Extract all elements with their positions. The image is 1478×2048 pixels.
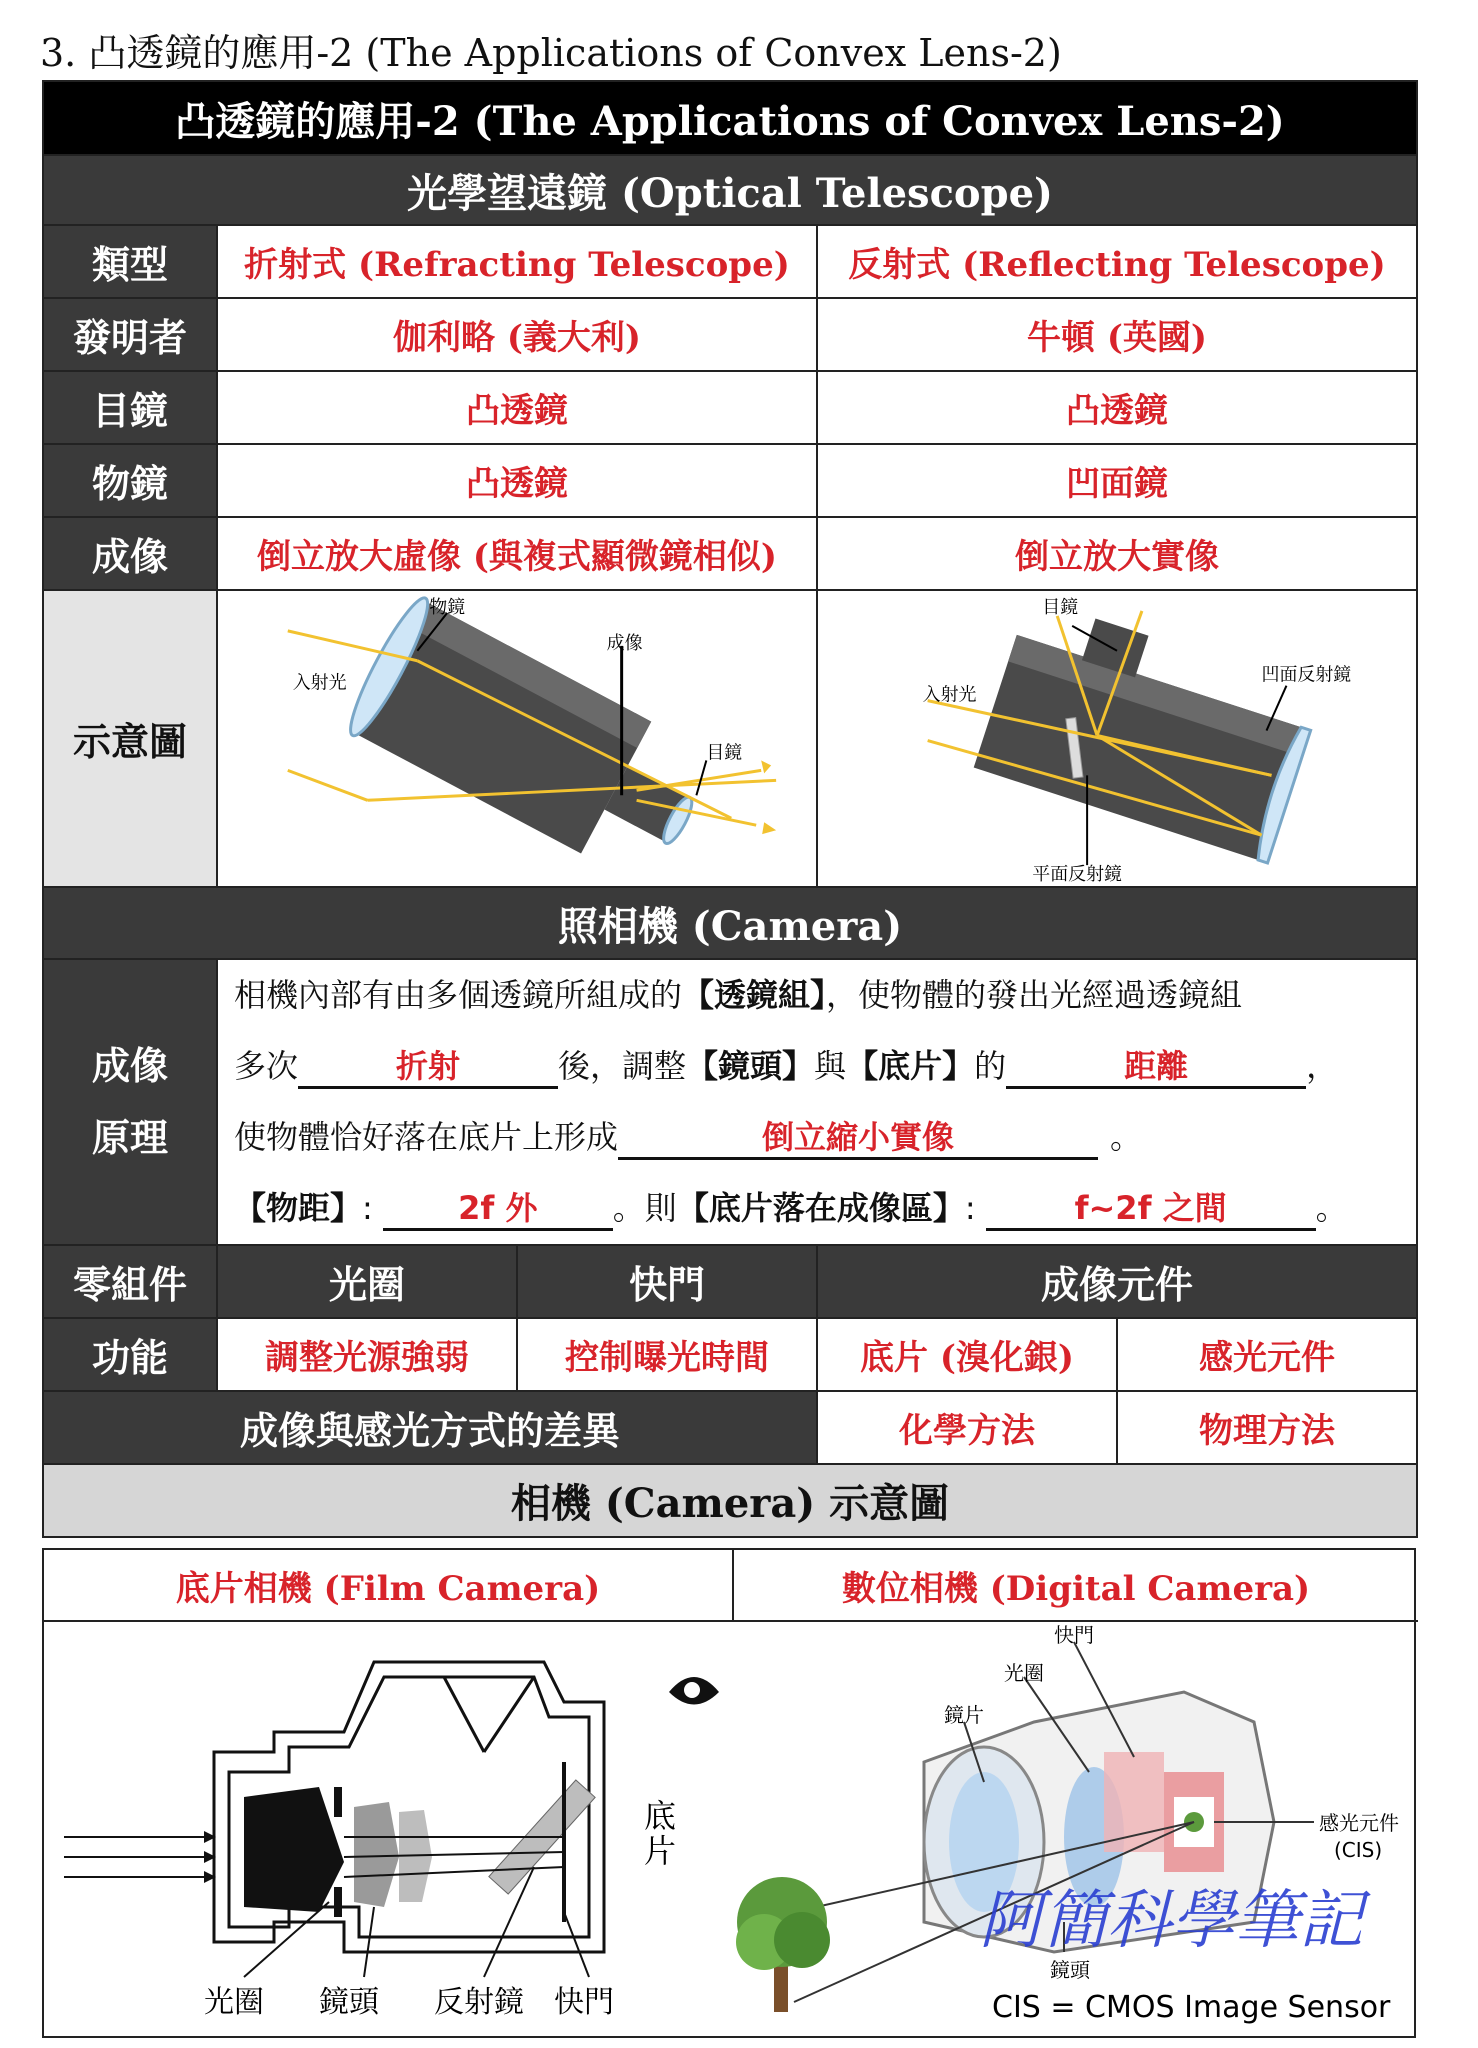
film-label-shutter: 快門: [554, 1985, 614, 2020]
digital-label-lens-piece: 鏡片: [944, 1703, 984, 1727]
film-label-lens: 鏡頭: [319, 1985, 379, 2020]
digital-label-shutter: 快門: [1054, 1623, 1094, 1647]
digital-label-cis: (CIS): [1334, 1838, 1383, 1862]
principle-line-2: 多次 折射 後，調整【鏡頭】與【底片】的 距離 ，: [234, 1031, 1400, 1102]
label-flat: 平面反射鏡: [1032, 864, 1122, 886]
camera-diagrams: [42, 1548, 1416, 2038]
label-eyepiece-r: 目鏡: [1042, 596, 1079, 618]
label-image: 成像: [606, 632, 643, 654]
digital-camera-title: 數位相機 (Digital Camera): [734, 1550, 1418, 1622]
telescope-header: 光學望遠鏡 (Optical Telescope): [43, 155, 1417, 225]
imaging-principle-text: [217, 959, 1417, 1245]
principle-line-3: 使物體恰好落在底片上形成 倒立縮小實像 。: [234, 1102, 1400, 1173]
refracting-type: 折射式 (Refracting Telescope): [217, 225, 817, 298]
camera-header: 照相機 (Camera): [43, 887, 1417, 959]
blank-distance: 距離: [1006, 1046, 1306, 1089]
function-aperture: 調整光源強弱: [217, 1318, 517, 1391]
row-label-type: 類型: [43, 225, 217, 298]
row-label-inventor: 發明者: [43, 298, 217, 371]
refracting-image: 倒立放大虛像 (與複式顯微鏡相似): [217, 517, 817, 590]
document-title: 3. 凸透鏡的應用-2 (The Applications of Convex Lens-2): [40, 31, 1062, 75]
digital-camera-diagram: [734, 1622, 1418, 2036]
reflecting-eyepiece: 凸透鏡: [817, 371, 1417, 444]
film-label-film-1: 底: [644, 1797, 677, 1835]
difference-film: 化學方法: [817, 1391, 1117, 1464]
principle-label-2: 原理: [91, 1116, 168, 1161]
film-camera-diagram: [44, 1622, 734, 2036]
film-camera-title: 底片相機 (Film Camera): [44, 1550, 734, 1622]
part-shutter: 快門: [517, 1245, 817, 1318]
difference-digital: 物理方法: [1117, 1391, 1417, 1464]
reflecting-inventor: 牛頓 (英國): [817, 298, 1417, 371]
refracting-telescope-svg: [218, 591, 816, 886]
row-label-diagram: 示意圖: [43, 590, 217, 887]
digital-label-sensor: 感光元件: [1319, 1811, 1399, 1835]
blank-image-type: 倒立縮小實像: [618, 1117, 1098, 1160]
function-shutter: 控制曝光時間: [517, 1318, 817, 1391]
table-title: 凸透鏡的應用-2 (The Applications of Convex Lens-2): [43, 81, 1417, 155]
reflecting-objective: 凹面鏡: [817, 444, 1417, 517]
blank-refraction: 折射: [298, 1046, 558, 1089]
watermark-signature: 阿簡科學筆記: [979, 1884, 1363, 1958]
blank-film-zone: f~2f 之間: [986, 1188, 1316, 1231]
refracting-eyepiece: 凸透鏡: [217, 371, 817, 444]
label-objective: 物鏡: [429, 596, 466, 618]
principle-line-4: 【物距】: 2f 外 。則【底片落在成像區】: f~2f 之間 。: [234, 1173, 1400, 1244]
refracting-objective: 凸透鏡: [217, 444, 817, 517]
reflecting-type: 反射式 (Reflecting Telescope): [817, 225, 1417, 298]
difference-label: 成像與感光方式的差異: [43, 1391, 817, 1464]
lens-applications-table: [42, 80, 1418, 1538]
principle-label-1: 成像: [91, 1044, 168, 1089]
reflecting-telescope-diagram: [817, 590, 1417, 887]
label-eyepiece: 目鏡: [706, 742, 743, 764]
label-concave: 凹面反射鏡: [1261, 664, 1352, 686]
cis-footnote: CIS = CMOS Image Sensor: [992, 1990, 1391, 2025]
label-incident: 入射光: [292, 672, 347, 694]
function-sensor: 感光元件: [1117, 1318, 1417, 1391]
camera-diagram-header: 相機 (Camera) 示意圖: [43, 1464, 1417, 1537]
row-label-principle: [43, 959, 217, 1245]
row-label-image: 成像: [43, 517, 217, 590]
lens-group-term: 【透鏡組】: [682, 976, 827, 1015]
row-label-objective: 物鏡: [43, 444, 217, 517]
film-label-mirror: 反射鏡: [434, 1985, 524, 2020]
digital-label-lens: 鏡頭: [1050, 1958, 1090, 1982]
reflecting-image: 倒立放大實像: [817, 517, 1417, 590]
row-label-parts: 零組件: [43, 1245, 217, 1318]
row-label-function: 功能: [43, 1318, 217, 1391]
function-film: 底片 (溴化銀): [817, 1318, 1117, 1391]
label-incident-r: 入射光: [922, 684, 977, 706]
reflecting-telescope-svg: [818, 591, 1416, 886]
principle-line-1: 相機內部有由多個透鏡所組成的【透鏡組】，使物體的發出光經過透鏡組: [234, 976, 1243, 1015]
blank-object-distance: 2f 外: [383, 1188, 613, 1231]
row-label-eyepiece: 目鏡: [43, 371, 217, 444]
film-label-aperture: 光圈: [204, 1985, 264, 2020]
refracting-telescope-diagram: [217, 590, 817, 887]
digital-label-aperture: 光圈: [1004, 1661, 1044, 1685]
part-imaging-element: 成像元件: [817, 1245, 1417, 1318]
film-label-film-2: 片: [644, 1832, 677, 1870]
refracting-inventor: 伽利略 (義大利): [217, 298, 817, 371]
part-aperture: 光圈: [217, 1245, 517, 1318]
